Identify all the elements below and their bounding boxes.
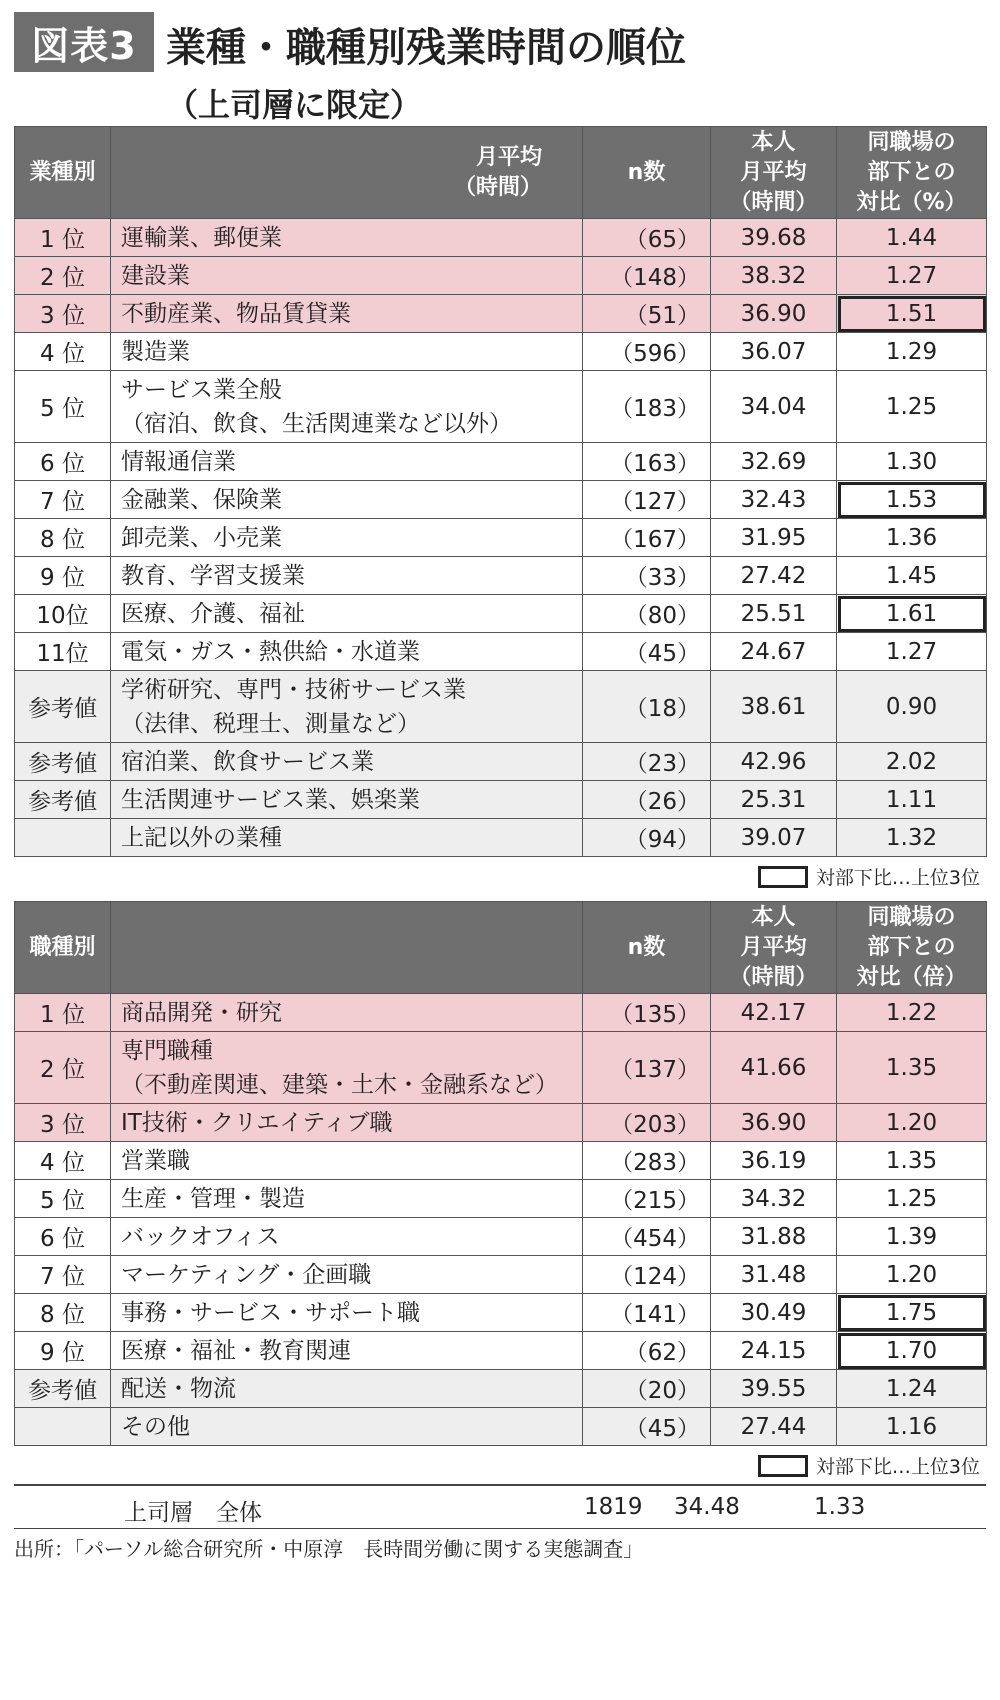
table-row	[15, 443, 987, 481]
hours-cell: 42.17	[711, 994, 837, 1032]
rank-cell: 2 位	[15, 1032, 111, 1104]
category-name-cell	[111, 1370, 583, 1408]
category-name-cell	[111, 1104, 583, 1142]
hours-cell: 38.61	[711, 671, 837, 743]
hours-cell: 31.88	[711, 1218, 837, 1256]
rank-cell: 7 位	[15, 481, 111, 519]
header-n: n数	[583, 902, 711, 994]
summary-ratio: 1.33	[814, 1494, 866, 1520]
table-row	[15, 333, 987, 371]
rank-cell: 6 位	[15, 1218, 111, 1256]
category-name-cell	[111, 481, 583, 519]
table-row	[15, 743, 987, 781]
hours-cell: 25.51	[711, 595, 837, 633]
category-note: （法律、税理士、測量など）	[121, 710, 420, 737]
hours-cell: 27.44	[711, 1408, 837, 1446]
ratio-cell: 1.16	[837, 1408, 987, 1446]
category-name: 事務・サービス・サポート職	[121, 1299, 420, 1326]
category-name: 教育、学習支援業	[121, 562, 305, 589]
rank-cell: 3 位	[15, 1104, 111, 1142]
table-row	[15, 219, 987, 257]
category-name-cell	[111, 781, 583, 819]
category-name: バックオフィス	[121, 1223, 280, 1250]
figure-header	[14, 8, 986, 128]
category-name-cell	[111, 743, 583, 781]
n-cell: （124）	[583, 1256, 711, 1294]
category-name-cell	[111, 994, 583, 1032]
ratio-cell: 1.35	[837, 1142, 987, 1180]
header-own-hours: 本人 月平均 （時間）	[711, 902, 837, 994]
n-cell: （163）	[583, 443, 711, 481]
table-row	[15, 557, 987, 595]
ratio-cell: 1.53	[837, 481, 987, 519]
hours-cell: 41.66	[711, 1032, 837, 1104]
table-row	[15, 1180, 987, 1218]
header-blank	[111, 902, 583, 994]
n-cell: （127）	[583, 481, 711, 519]
n-cell: （20）	[583, 1370, 711, 1408]
category-name: 電気・ガス・熱供給・水道業	[121, 638, 420, 665]
category-name: 製造業	[121, 338, 190, 365]
ratio-cell: 1.20	[837, 1256, 987, 1294]
category-name-cell	[111, 295, 583, 333]
n-cell: （45）	[583, 1408, 711, 1446]
hours-cell: 42.96	[711, 743, 837, 781]
category-name: サービス業全般	[121, 376, 282, 403]
ratio-cell: 1.44	[837, 219, 987, 257]
ratio-cell: 1.22	[837, 994, 987, 1032]
category-name: 医療、介護、福祉	[121, 600, 305, 627]
category-name: 学術研究、専門・技術サービス業	[121, 676, 466, 703]
table-row	[15, 295, 987, 333]
summary-label: 上司層 全体	[124, 1500, 262, 1526]
rank-cell: 参考値	[15, 781, 111, 819]
category-name: 卸売業、小売業	[121, 524, 282, 551]
category-name: 情報通信業	[121, 448, 236, 475]
rank-cell: 5 位	[15, 371, 111, 443]
hours-cell: 24.67	[711, 633, 837, 671]
category-name: 商品開発・研究	[121, 999, 282, 1026]
hours-cell: 36.07	[711, 333, 837, 371]
hours-cell: 39.55	[711, 1370, 837, 1408]
category-name: 運輸業、郵便業	[121, 224, 282, 251]
category-name: 営業職	[121, 1147, 190, 1174]
n-cell: （148）	[583, 257, 711, 295]
summary-n: 1819	[584, 1494, 643, 1520]
category-name-cell	[111, 595, 583, 633]
category-name-cell	[111, 1294, 583, 1332]
table-row	[15, 1142, 987, 1180]
category-name: 不動産業、物品賃貸業	[121, 300, 351, 327]
category-name: 生産・管理・製造	[121, 1185, 305, 1212]
rank-cell: 8 位	[15, 519, 111, 557]
category-name-cell	[111, 519, 583, 557]
table-row	[15, 1408, 987, 1446]
table-row	[15, 994, 987, 1032]
hours-cell: 34.32	[711, 1180, 837, 1218]
ratio-cell: 1.29	[837, 333, 987, 371]
figure-badge: 図表3	[14, 12, 154, 72]
ratio-cell: 1.75	[837, 1294, 987, 1332]
rank-cell: 1 位	[15, 219, 111, 257]
rank-cell: 3 位	[15, 295, 111, 333]
hours-cell: 25.31	[711, 781, 837, 819]
category-name-cell	[111, 1256, 583, 1294]
category-name: IT技術・クリエイティブ職	[121, 1109, 393, 1136]
rank-cell: 参考値	[15, 1370, 111, 1408]
category-name-cell	[111, 1032, 583, 1104]
ratio-cell: 1.70	[837, 1332, 987, 1370]
occupation-table	[14, 901, 987, 1446]
hours-cell: 32.69	[711, 443, 837, 481]
category-name: 専門職種	[121, 1037, 213, 1064]
table-row	[15, 1256, 987, 1294]
category-name-cell	[111, 443, 583, 481]
table-row	[15, 819, 987, 857]
rank-cell	[15, 1408, 111, 1446]
header-ratio: 同職場の 部下との 対比（倍）	[837, 902, 987, 994]
table-row	[15, 1032, 987, 1104]
n-cell: （45）	[583, 633, 711, 671]
category-name: 上記以外の業種	[121, 824, 282, 851]
rank-cell: 5 位	[15, 1180, 111, 1218]
ratio-cell: 1.51	[837, 295, 987, 333]
n-cell: （33）	[583, 557, 711, 595]
n-cell: （18）	[583, 671, 711, 743]
header-n: n数	[583, 127, 711, 219]
hours-cell: 36.19	[711, 1142, 837, 1180]
rank-cell: 参考値	[15, 743, 111, 781]
table-row	[15, 1294, 987, 1332]
ratio-cell: 1.27	[837, 633, 987, 671]
table-row	[15, 1104, 987, 1142]
legend-text: 対部下比…上位3位	[815, 1456, 980, 1478]
category-name: 建設業	[121, 262, 190, 289]
rank-cell	[15, 819, 111, 857]
table-row	[15, 671, 987, 743]
n-cell: （215）	[583, 1180, 711, 1218]
n-cell: （23）	[583, 743, 711, 781]
table-row	[15, 1332, 987, 1370]
hours-cell: 39.68	[711, 219, 837, 257]
industry-legend	[758, 863, 980, 890]
rank-cell: 2 位	[15, 257, 111, 295]
category-name: 医療・福祉・教育関連	[121, 1337, 351, 1364]
rank-cell: 6 位	[15, 443, 111, 481]
hours-cell: 31.48	[711, 1256, 837, 1294]
figure-title: 業種・職種別残業時間の順位	[166, 25, 686, 71]
ratio-cell: 1.61	[837, 595, 987, 633]
table-row	[15, 595, 987, 633]
rank-cell: 参考値	[15, 671, 111, 743]
header-industry: 業種別	[15, 127, 111, 219]
category-name-cell	[111, 671, 583, 743]
ratio-cell: 1.24	[837, 1370, 987, 1408]
n-cell: （454）	[583, 1218, 711, 1256]
category-name-cell	[111, 1332, 583, 1370]
n-cell: （80）	[583, 595, 711, 633]
ratio-cell: 1.11	[837, 781, 987, 819]
legend-box-icon	[758, 866, 808, 888]
hours-cell: 36.90	[711, 295, 837, 333]
hours-cell: 27.42	[711, 557, 837, 595]
overall-summary-row	[14, 1484, 986, 1526]
ratio-cell: 1.32	[837, 819, 987, 857]
n-cell: （141）	[583, 1294, 711, 1332]
category-note: （不動産関連、建築・土木・金融系など）	[121, 1071, 558, 1098]
category-name: マーケティング・企画職	[121, 1261, 372, 1288]
category-name-cell	[111, 633, 583, 671]
table-row	[15, 633, 987, 671]
table-row	[15, 781, 987, 819]
hours-cell: 39.07	[711, 819, 837, 857]
category-note: （宿泊、飲食、生活関連業など以外）	[121, 410, 512, 437]
n-cell: （135）	[583, 994, 711, 1032]
rank-cell: 9 位	[15, 1332, 111, 1370]
category-name-cell	[111, 371, 583, 443]
rank-cell: 4 位	[15, 333, 111, 371]
category-name-cell	[111, 819, 583, 857]
n-cell: （65）	[583, 219, 711, 257]
source-note: 出所：「パーソル総合研究所・中原淳 長時間労働に関する実態調査」	[14, 1528, 986, 1562]
category-name-cell	[111, 1142, 583, 1180]
legend-box-icon	[758, 1455, 808, 1477]
n-cell: （62）	[583, 1332, 711, 1370]
hours-cell: 38.32	[711, 257, 837, 295]
n-cell: （51）	[583, 295, 711, 333]
hours-cell: 34.04	[711, 371, 837, 443]
ratio-cell: 1.35	[837, 1032, 987, 1104]
table-row	[15, 257, 987, 295]
n-cell: （183）	[583, 371, 711, 443]
ratio-cell: 1.39	[837, 1218, 987, 1256]
occupation-table-header	[15, 902, 987, 994]
rank-cell: 9 位	[15, 557, 111, 595]
category-name-cell	[111, 219, 583, 257]
ratio-cell: 1.30	[837, 443, 987, 481]
rank-cell: 8 位	[15, 1294, 111, 1332]
n-cell: （283）	[583, 1142, 711, 1180]
header-monthly-avg: 月平均 （時間）	[111, 127, 583, 219]
ratio-cell: 1.36	[837, 519, 987, 557]
category-name-cell	[111, 1218, 583, 1256]
category-name: 配送・物流	[121, 1375, 236, 1402]
n-cell: （167）	[583, 519, 711, 557]
ratio-cell: 2.02	[837, 743, 987, 781]
industry-table	[14, 126, 987, 857]
category-name-cell	[111, 333, 583, 371]
rank-cell: 10位	[15, 595, 111, 633]
n-cell: （137）	[583, 1032, 711, 1104]
n-cell: （26）	[583, 781, 711, 819]
category-name-cell	[111, 1408, 583, 1446]
category-name: その他	[121, 1413, 190, 1440]
summary-hours: 34.48	[674, 1494, 740, 1520]
hours-cell: 36.90	[711, 1104, 837, 1142]
rank-cell: 7 位	[15, 1256, 111, 1294]
figure-subtitle: （上司層に限定）	[166, 86, 423, 124]
category-name-cell	[111, 1180, 583, 1218]
category-name: 宿泊業、飲食サービス業	[121, 748, 374, 775]
ratio-cell: 1.25	[837, 371, 987, 443]
category-name-cell	[111, 557, 583, 595]
ratio-cell: 1.45	[837, 557, 987, 595]
category-name: 金融業、保険業	[121, 486, 282, 513]
header-ratio: 同職場の 部下との 対比（%）	[837, 127, 987, 219]
table-row	[15, 371, 987, 443]
rank-cell: 4 位	[15, 1142, 111, 1180]
header-own-hours: 本人 月平均 （時間）	[711, 127, 837, 219]
legend-text: 対部下比…上位3位	[815, 867, 980, 889]
header-occupation: 職種別	[15, 902, 111, 994]
n-cell: （94）	[583, 819, 711, 857]
hours-cell: 30.49	[711, 1294, 837, 1332]
table-row	[15, 519, 987, 557]
hours-cell: 31.95	[711, 519, 837, 557]
rank-cell: 11位	[15, 633, 111, 671]
ratio-cell: 1.25	[837, 1180, 987, 1218]
hours-cell: 32.43	[711, 481, 837, 519]
table-row	[15, 481, 987, 519]
ratio-cell: 1.20	[837, 1104, 987, 1142]
ratio-cell: 1.27	[837, 257, 987, 295]
category-name: 生活関連サービス業、娯楽業	[121, 786, 420, 813]
n-cell: （203）	[583, 1104, 711, 1142]
table-row	[15, 1218, 987, 1256]
ratio-cell: 0.90	[837, 671, 987, 743]
occupation-legend	[758, 1452, 980, 1479]
table-row	[15, 1370, 987, 1408]
category-name-cell	[111, 257, 583, 295]
hours-cell: 24.15	[711, 1332, 837, 1370]
n-cell: （596）	[583, 333, 711, 371]
rank-cell: 1 位	[15, 994, 111, 1032]
industry-table-header	[15, 127, 987, 219]
